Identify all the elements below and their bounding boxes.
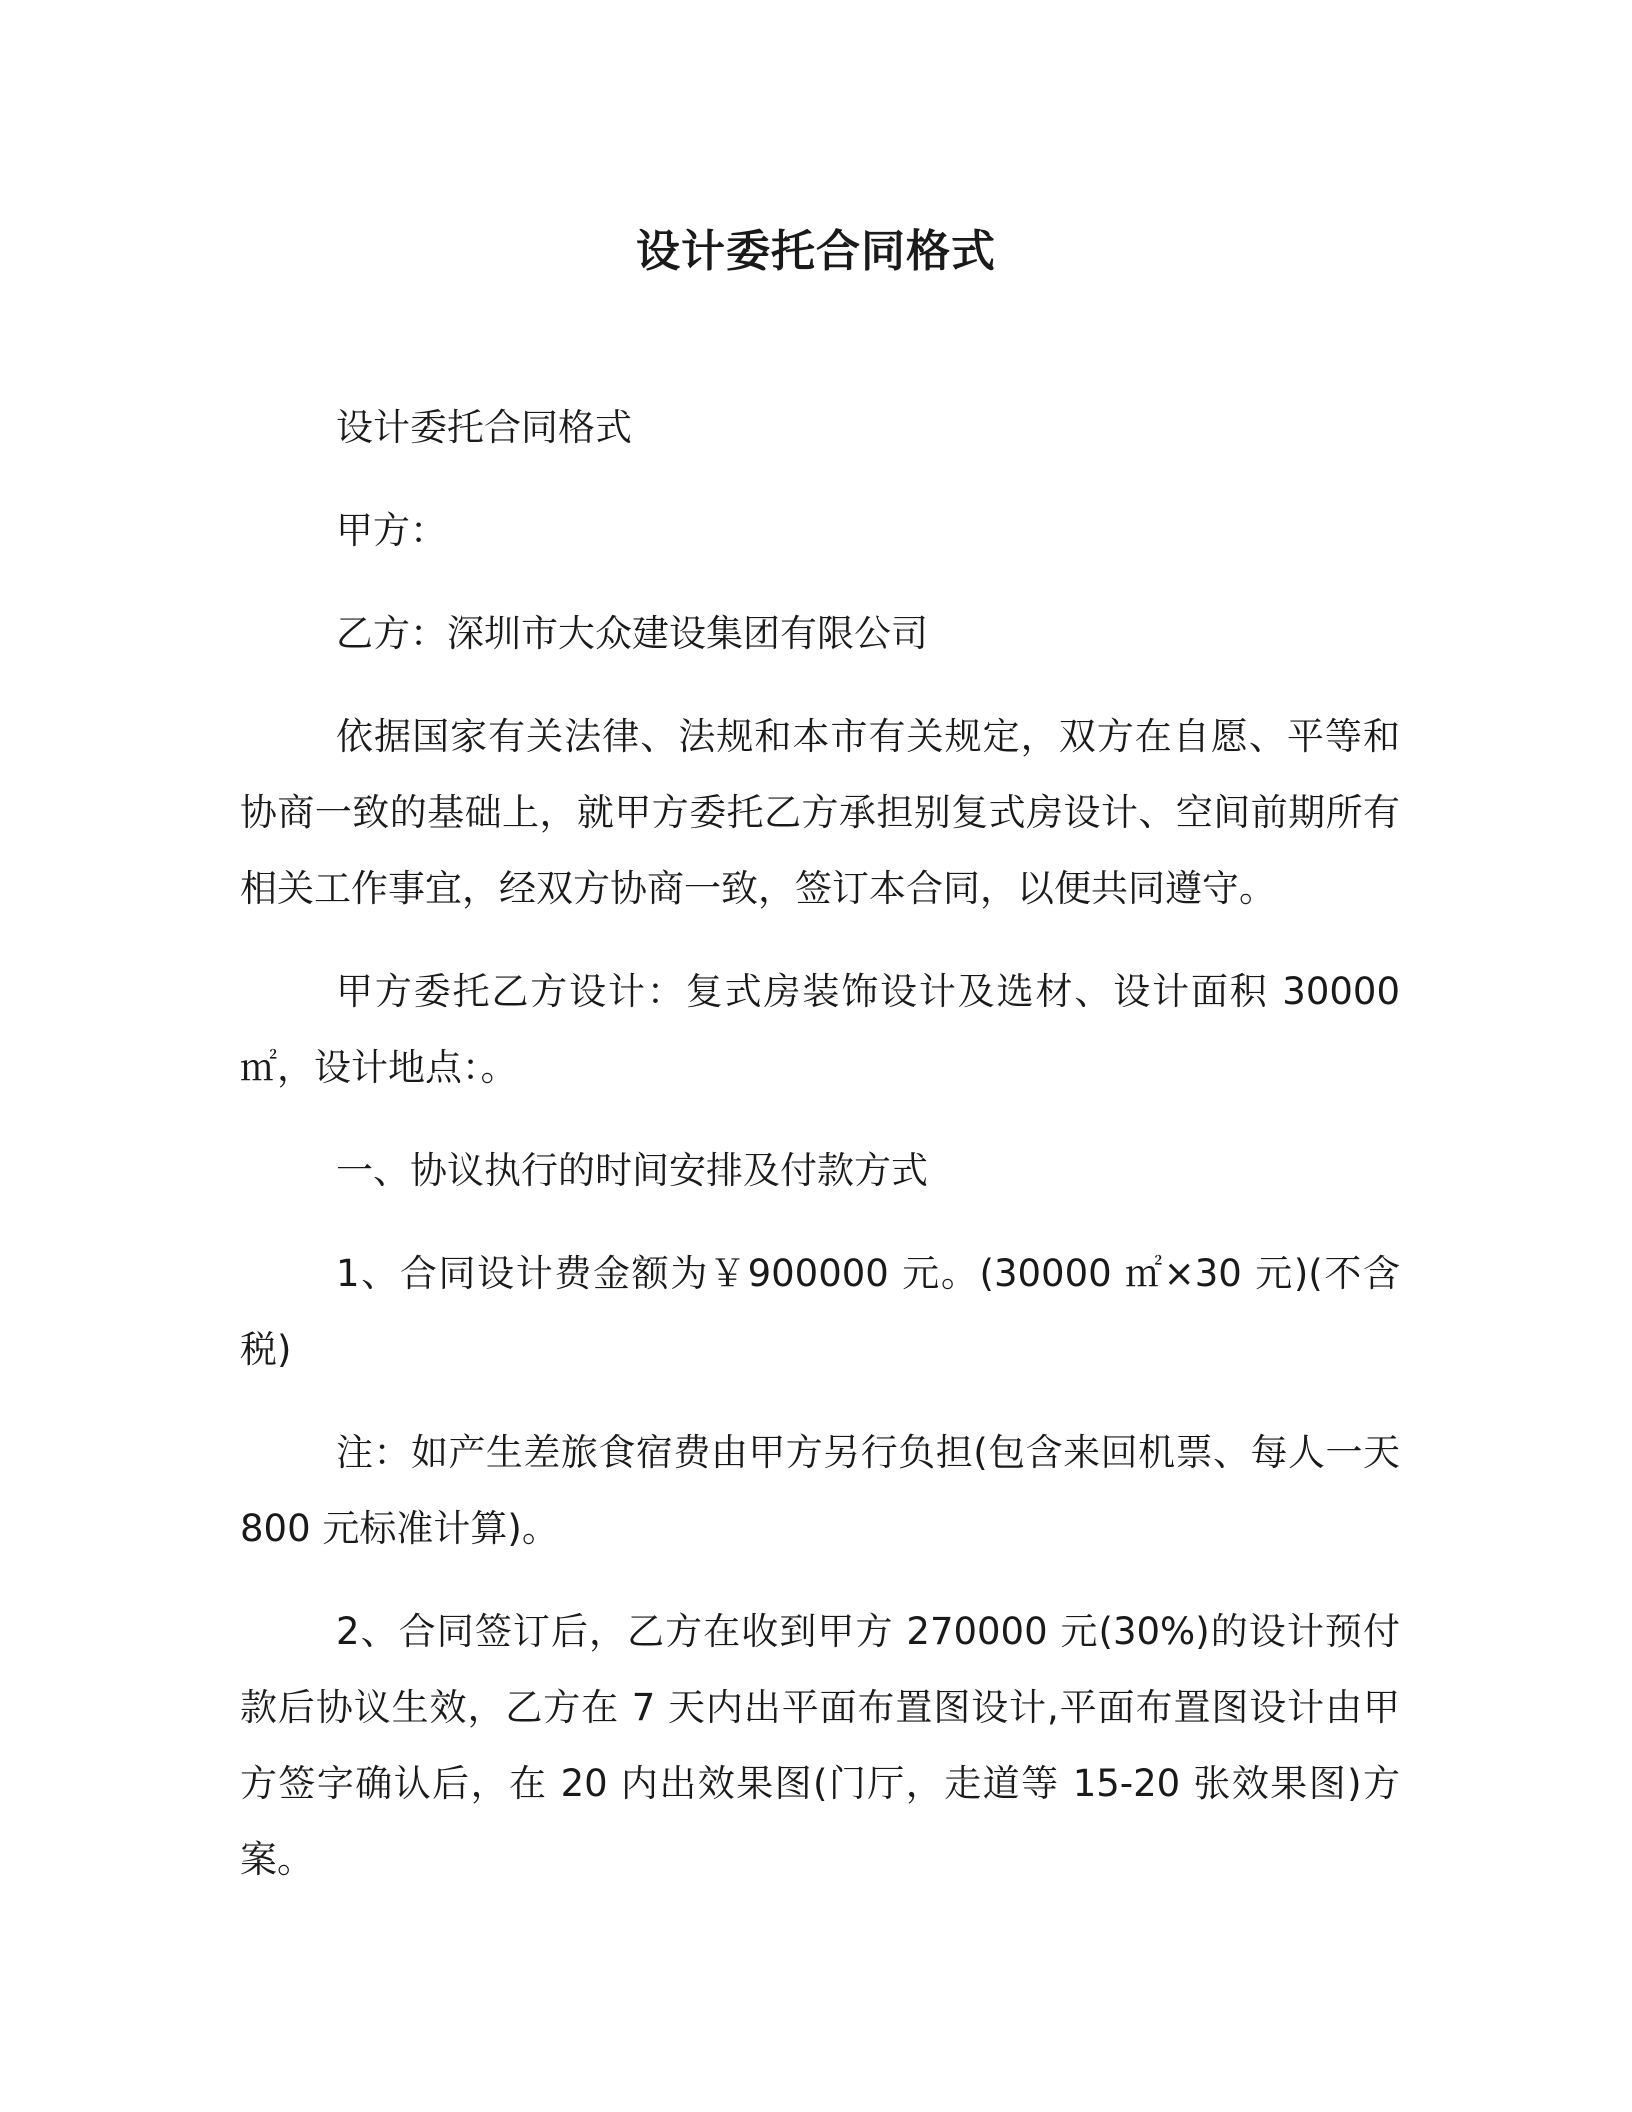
document-title: 设计委托合同格式 [636, 226, 996, 277]
section-heading: 一、协议执行的时间安排及付款方式 [336, 1149, 928, 1192]
party-a-line: 甲方： [336, 509, 447, 552]
fee-clause: 1、合同设计费金额为￥900000 元。(30000 ㎡×30 元)(不含税) [240, 1252, 1400, 1371]
scope-paragraph: 甲方委托乙方设计：复式房装饰设计及选材、设计面积 30000 ㎡，设计地点：。 [240, 970, 1400, 1089]
expense-note: 注：如产生差旅食宿费由甲方另行负担(包含来回机票、每人一天 800 元标准计算)。 [240, 1431, 1400, 1550]
payment-clause: 2、合同签订后，乙方在收到甲方 270000 元(30%)的设计预付款后协议生效，乙方在 7 天内出平面布置图设计,平面布置图设计由甲方签字确认后，在 20 内出效果图(门厅，走道等 15-20 张效果图)方案。 [240, 1610, 1400, 1881]
subtitle-paragraph: 设计委托合同格式 [336, 406, 632, 449]
preamble-paragraph: 依据国家有关法律、法规和本市有关规定，双方在自愿、平等和协商一致的基础上，就甲方委托乙方承担别复式房设计、空间前期所有相关工作事宜，经双方协商一致，签订本合同，以便共同遵守。 [240, 715, 1400, 910]
document-body [240, 390, 1400, 1925]
party-b-line: 乙方：深圳市大众建设集团有限公司 [336, 612, 928, 655]
